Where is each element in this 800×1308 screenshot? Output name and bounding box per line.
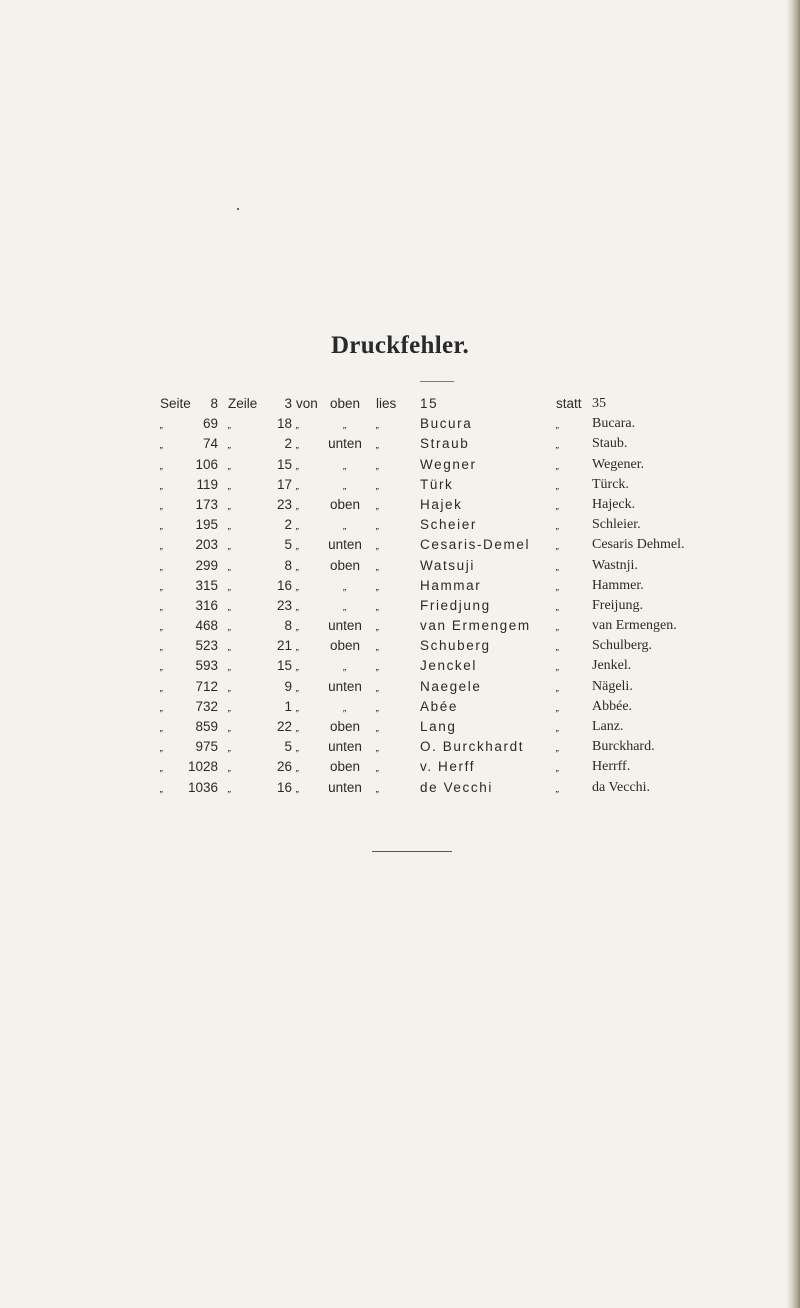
cell-right: Türck.	[592, 476, 629, 492]
cell-seite: „	[160, 561, 164, 573]
cell-wrong: Abée	[420, 698, 458, 714]
cell-line: 2	[284, 517, 292, 533]
cell-line: 23	[276, 597, 292, 613]
cell-von: „	[296, 723, 300, 734]
cell-seite: „	[160, 642, 164, 654]
cell-page: 1028	[187, 759, 218, 775]
cell-seite: „	[160, 521, 164, 533]
errata-row	[0, 658, 800, 678]
cell-line: 15	[276, 456, 292, 472]
cell-von: „	[296, 541, 300, 553]
cell-wrong: 15	[420, 396, 439, 411]
cell-wrong: v. Herff	[420, 759, 476, 775]
cell-line: 16	[276, 779, 292, 795]
cell-pos: unten	[328, 618, 362, 634]
cell-zeile: „	[228, 723, 232, 734]
cell-right: Schulberg.	[592, 638, 653, 654]
errata-row	[0, 477, 800, 497]
cell-seite: „	[160, 601, 164, 613]
cell-line: 8	[284, 618, 292, 634]
cell-page: 523	[195, 638, 218, 654]
cell-statt: „	[556, 763, 560, 775]
cell-lies: „	[376, 743, 380, 755]
cell-line: 21	[276, 638, 292, 654]
cell-page: 106	[195, 456, 218, 472]
errata-row	[0, 759, 800, 779]
cell-lies: „	[376, 420, 380, 432]
cell-pos: „	[343, 702, 347, 714]
cell-line: 9	[284, 678, 292, 694]
cell-wrong: Lang	[420, 719, 457, 734]
cell-pos: „	[343, 601, 347, 613]
cell-zeile: „	[228, 682, 232, 694]
cell-wrong: Türk	[420, 476, 454, 492]
errata-row	[0, 396, 800, 416]
cell-line: 5	[284, 739, 292, 755]
cell-statt: „	[556, 783, 560, 795]
cell-seite: „	[160, 682, 164, 694]
cell-seite: „	[160, 581, 164, 593]
cell-von: „	[296, 480, 300, 492]
cell-statt: „	[556, 723, 560, 734]
cell-seite: „	[160, 783, 164, 795]
cell-pos: „	[343, 480, 347, 492]
cell-statt: „	[556, 743, 560, 755]
cell-line: 8	[284, 557, 292, 573]
cell-seite: „	[160, 662, 164, 674]
cell-seite: „	[160, 541, 164, 553]
cell-seite: „	[160, 763, 164, 775]
cell-line: 16	[276, 577, 292, 593]
errata-row	[0, 578, 800, 598]
cell-lies: „	[376, 662, 380, 674]
page-edge	[786, 0, 800, 1308]
cell-von: „	[296, 460, 300, 472]
cell-von: „	[296, 622, 300, 634]
cell-lies: „	[376, 642, 380, 654]
cell-lies: „	[376, 763, 380, 775]
cell-right: Abbée.	[592, 698, 633, 714]
speck-mark	[237, 208, 239, 210]
cell-von: „	[296, 500, 300, 512]
cell-right: Hammer.	[592, 577, 644, 593]
cell-wrong: O. Burckhardt	[420, 739, 525, 755]
cell-seite: „	[160, 480, 164, 492]
errata-row	[0, 719, 800, 739]
cell-line: 3	[284, 396, 292, 411]
errata-row	[0, 416, 800, 436]
cell-statt: „	[556, 622, 560, 634]
cell-page: 315	[195, 577, 218, 593]
cell-right: Hajeck.	[592, 496, 636, 512]
cell-statt: „	[556, 702, 560, 714]
errata-row	[0, 780, 800, 800]
cell-von: „	[296, 601, 300, 613]
cell-pos: oben	[329, 396, 361, 411]
errata-row	[0, 517, 800, 537]
cell-zeile: „	[228, 622, 232, 634]
cell-line: 2	[284, 436, 292, 452]
cell-von: „	[296, 702, 300, 714]
cell-pos: unten	[328, 678, 362, 694]
cell-page: 468	[195, 618, 218, 634]
errata-row	[0, 739, 800, 759]
cell-lies: „	[376, 561, 380, 573]
cell-right: Wastnji.	[592, 557, 638, 573]
cell-pos: oben	[329, 759, 361, 775]
cell-lies: „	[376, 460, 380, 472]
cell-right: da Vecchi.	[592, 779, 651, 795]
cell-lies: „	[376, 500, 380, 512]
cell-statt: „	[556, 561, 560, 573]
cell-page: 119	[196, 476, 218, 492]
cell-seite: Seite	[160, 396, 191, 411]
cell-von: „	[296, 440, 300, 452]
cell-right: Lanz.	[592, 719, 624, 734]
cell-seite: „	[160, 440, 164, 452]
cell-wrong: Bucura	[420, 416, 473, 432]
cell-line: 18	[276, 416, 292, 432]
cell-zeile: „	[228, 702, 232, 714]
cell-wrong: Cesaris-Demel	[420, 537, 531, 553]
cell-von: „	[296, 561, 300, 573]
cell-lies: „	[376, 521, 380, 533]
cell-statt: „	[556, 541, 560, 553]
errata-row	[0, 638, 800, 658]
cell-lies: „	[376, 480, 380, 492]
cell-wrong: Jenckel	[420, 658, 477, 674]
cell-zeile: „	[228, 763, 232, 775]
cell-pos: oben	[329, 638, 361, 654]
errata-row	[0, 618, 800, 638]
cell-lies: „	[376, 682, 380, 694]
cell-zeile: „	[228, 420, 232, 432]
cell-pos: „	[343, 581, 347, 593]
cell-page: 593	[195, 658, 218, 674]
cell-von: „	[296, 521, 300, 533]
cell-zeile: „	[228, 581, 232, 593]
cell-von: „	[296, 783, 300, 795]
errata-row	[0, 537, 800, 557]
cell-pos: oben	[329, 496, 361, 512]
cell-right: Jenkel.	[592, 658, 632, 674]
cell-right: Wegener.	[592, 456, 645, 472]
cell-statt: „	[556, 480, 560, 492]
cell-lies: lies	[376, 396, 397, 411]
cell-page: 975	[195, 739, 218, 755]
cell-zeile: „	[228, 460, 232, 472]
cell-line: 5	[284, 537, 292, 553]
cell-wrong: van Ermengem	[420, 618, 531, 634]
cell-right: Burckhard.	[592, 739, 655, 755]
cell-von: „	[296, 642, 300, 654]
cell-pos: unten	[328, 779, 362, 795]
cell-seite: „	[160, 743, 164, 755]
cell-statt: „	[556, 662, 560, 674]
cell-zeile: „	[228, 500, 232, 512]
cell-lies: „	[376, 723, 380, 734]
cell-seite: „	[160, 500, 164, 512]
cell-wrong: Scheier	[420, 517, 477, 533]
cell-page: 299	[195, 557, 218, 573]
cell-right: 35	[592, 396, 606, 411]
title-rule	[420, 381, 454, 382]
cell-page: 173	[195, 496, 218, 512]
page-title: Druckfehler.	[330, 332, 470, 359]
cell-lies: „	[376, 601, 380, 613]
cell-page: 1036	[187, 779, 218, 795]
errata-row	[0, 558, 800, 578]
cell-zeile: Zeile	[228, 396, 258, 411]
cell-lies: „	[376, 622, 380, 634]
cell-page: 859	[195, 719, 218, 734]
cell-line: 22	[276, 719, 292, 734]
cell-page: 195	[195, 517, 218, 533]
cell-zeile: „	[228, 601, 232, 613]
cell-von: „	[296, 662, 300, 674]
cell-seite: „	[160, 420, 164, 432]
cell-line: 26	[276, 759, 292, 775]
errata-row	[0, 699, 800, 719]
errata-row	[0, 679, 800, 699]
cell-von: „	[296, 581, 300, 593]
cell-wrong: Hajek	[420, 496, 463, 512]
cell-statt: „	[556, 521, 560, 533]
cell-statt: „	[556, 440, 560, 452]
cell-statt: statt	[556, 396, 582, 411]
cell-line: 23	[276, 496, 292, 512]
cell-wrong: Straub	[420, 436, 470, 452]
cell-right: Herrff.	[592, 759, 631, 775]
cell-pos: unten	[328, 537, 362, 553]
cell-right: Cesaris Dehmel.	[592, 537, 685, 553]
cell-pos: „	[343, 420, 347, 432]
cell-page: 74	[202, 436, 218, 452]
cell-pos: „	[343, 662, 347, 674]
errata-row	[0, 598, 800, 618]
cell-page: 203	[195, 537, 218, 553]
cell-right: Schleier.	[592, 517, 641, 533]
errata-row	[0, 457, 800, 477]
cell-von: von	[296, 396, 318, 411]
cell-statt: „	[556, 500, 560, 512]
cell-page: 712	[195, 678, 218, 694]
cell-right: Staub.	[592, 436, 628, 452]
cell-wrong: Wegner	[420, 456, 477, 472]
cell-statt: „	[556, 682, 560, 694]
cell-seite: „	[160, 622, 164, 634]
cell-statt: „	[556, 601, 560, 613]
cell-page: 732	[195, 698, 218, 714]
cell-von: „	[296, 682, 300, 694]
cell-statt: „	[556, 460, 560, 472]
cell-zeile: „	[228, 521, 232, 533]
cell-lies: „	[376, 581, 380, 593]
cell-wrong: Schuberg	[420, 638, 491, 654]
cell-right: Bucara.	[592, 416, 636, 432]
cell-pos: „	[343, 521, 347, 533]
cell-zeile: „	[228, 561, 232, 573]
errata-list	[0, 396, 800, 800]
cell-lies: „	[376, 783, 380, 795]
cell-statt: „	[556, 642, 560, 654]
cell-pos: unten	[328, 739, 362, 755]
cell-zeile: „	[228, 440, 232, 452]
cell-line: 17	[276, 476, 292, 492]
cell-line: 15	[276, 658, 292, 674]
end-rule	[372, 851, 452, 852]
cell-zeile: „	[228, 480, 232, 492]
cell-pos: oben	[329, 557, 361, 573]
cell-page: 8	[210, 396, 218, 411]
cell-von: „	[296, 743, 300, 755]
cell-statt: „	[556, 420, 560, 432]
cell-right: van Ermengen.	[592, 618, 677, 634]
cell-wrong: Watsuji	[420, 557, 475, 573]
cell-right: Nägeli.	[592, 678, 633, 694]
cell-seite: „	[160, 460, 164, 472]
cell-wrong: Hammar	[420, 577, 482, 593]
cell-lies: „	[376, 440, 380, 452]
cell-wrong: de Vecchi	[420, 779, 493, 795]
cell-statt: „	[556, 581, 560, 593]
cell-wrong: Naegele	[420, 678, 482, 694]
cell-pos: unten	[328, 436, 362, 452]
cell-wrong: Friedjung	[420, 597, 491, 613]
cell-right: Freijung.	[592, 597, 643, 613]
cell-pos: oben	[329, 719, 361, 734]
cell-seite: „	[160, 723, 164, 734]
errata-row	[0, 497, 800, 517]
cell-zeile: „	[228, 743, 232, 755]
cell-von: „	[296, 763, 300, 775]
cell-seite: „	[160, 702, 164, 714]
cell-line: 1	[284, 698, 292, 714]
cell-lies: „	[376, 541, 380, 553]
cell-page: 316	[195, 597, 218, 613]
cell-zeile: „	[228, 642, 232, 654]
cell-zeile: „	[228, 662, 232, 674]
cell-page: 69	[202, 416, 218, 432]
cell-zeile: „	[228, 783, 232, 795]
errata-row	[0, 436, 800, 456]
cell-lies: „	[376, 702, 380, 714]
cell-pos: „	[343, 460, 347, 472]
cell-von: „	[296, 420, 300, 432]
cell-zeile: „	[228, 541, 232, 553]
